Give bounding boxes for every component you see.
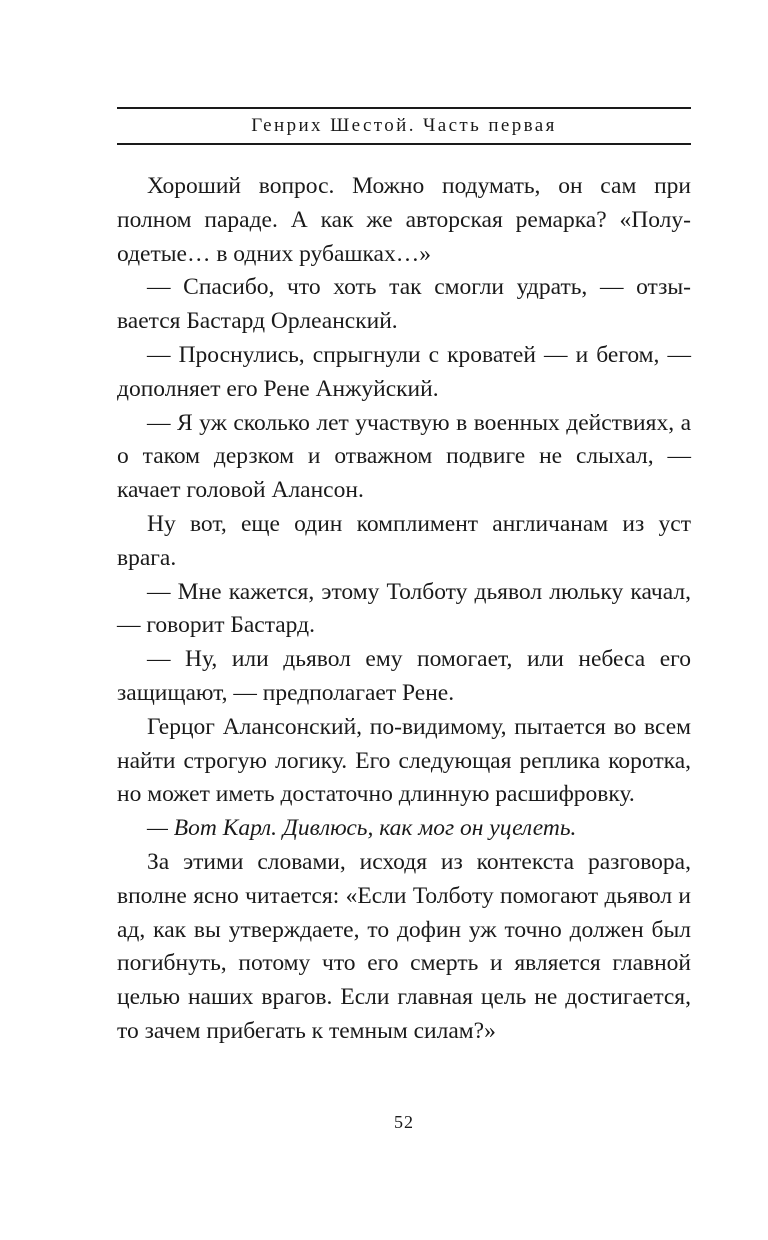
- page-number: 52: [394, 1112, 414, 1132]
- paragraph: Хороший вопрос. Можно подумать, он сам при полном параде. А как же авторская ремарка? «Полуодетые… в одних рубашках…»: [117, 173, 691, 267]
- header-rule-bottom: [117, 143, 691, 145]
- paragraph: Герцог Алансонский, по-видимому, пытается во всем найти строгую логику. Его следующая реплика коротка, но может иметь достаточно длинную расшифровку.: [117, 713, 691, 808]
- paragraph: За этими словами, исходя из контекста разговора, вполне ясно читается: «Если Толботу помогают дьявол и ад, как вы утверждаете, то дофин уж точно должен был погибнуть, потому что его смерть и является главной целью наших врагов. Если главная цель не достигается, то зачем прибегать к темным силам?»: [117, 848, 691, 1044]
- paragraph: — Спасибо, что хоть так смогли удрать, — отзывается Бастард Орлеанский.: [117, 274, 691, 335]
- paragraph-italic-quote: — Вот Карл. Дивлюсь, как мог он уцелеть.: [147, 815, 577, 842]
- paragraph: Ну вот, еще один комплимент англичанам из уст врага.: [117, 510, 691, 571]
- book-page: [117, 0, 691, 1240]
- running-title: Генрих Шестой. Часть первая: [251, 115, 557, 136]
- paragraph: — Мне кажется, этому Толботу дьявол люльку качал, — говорит Бастард.: [117, 578, 691, 639]
- header-rule-top: [117, 107, 691, 109]
- paragraph: — Ну, или дьявол ему помогает, или небеса его защищают, — предполагает Рене.: [117, 646, 691, 706]
- body-text: [117, 170, 691, 1049]
- paragraph: — Я уж сколько лет участвую в военных действиях, а о таком дерзком и отважном подвиге не слыхал, — качает головой Алансон.: [117, 409, 691, 504]
- paragraph: — Проснулись, спрыгнули с кроватей — и бегом, — дополняет его Рене Анжуйский.: [117, 341, 691, 402]
